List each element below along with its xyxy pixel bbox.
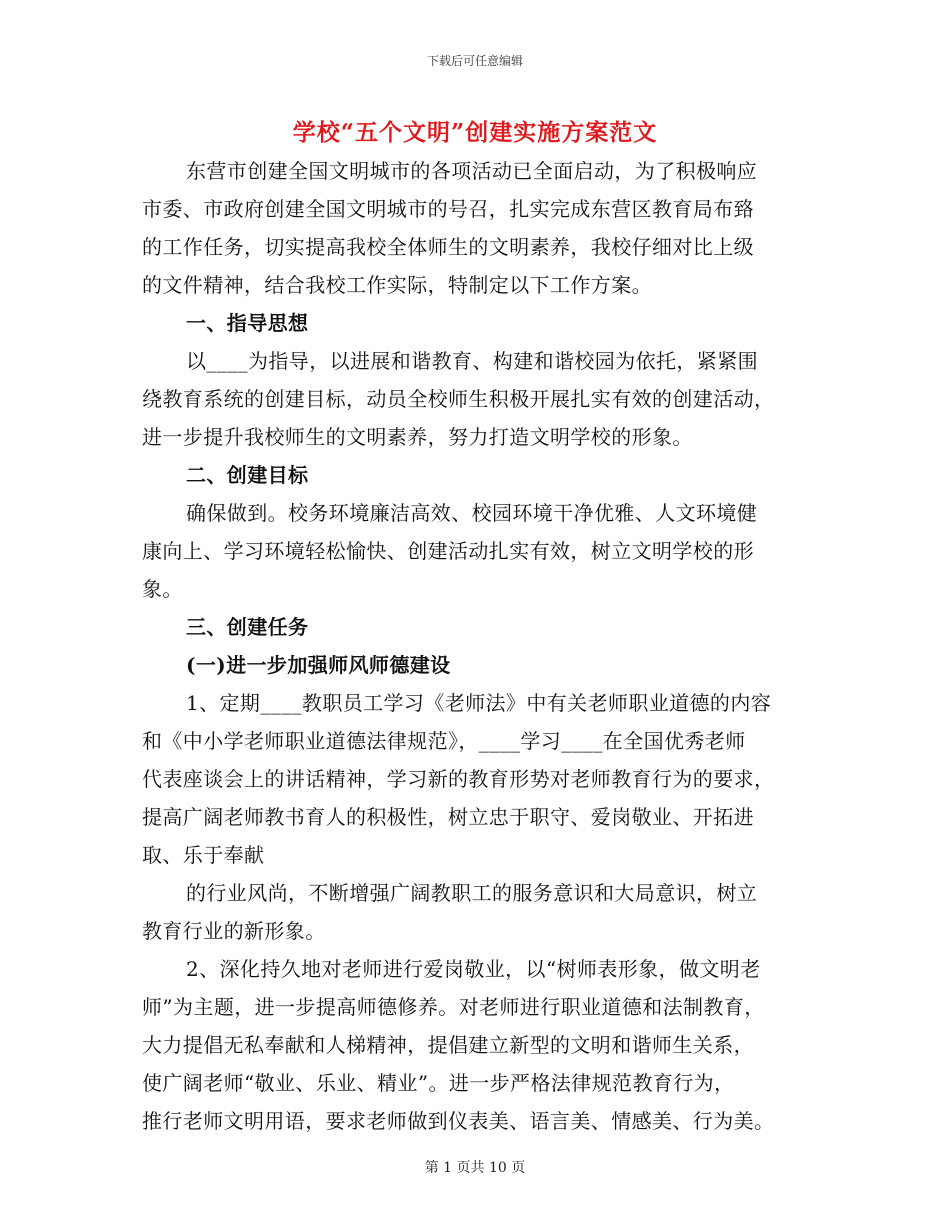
paragraph-line: 代表座谈会上的讲话精神，学习新的教育形势对老师教育行为的要求， (142, 767, 775, 791)
page-header: 下载后可任意编辑 (426, 54, 523, 68)
paragraph-line: 进一步提升我校师生的文明素养，努力打造文明学校的形象。 (142, 425, 693, 449)
paragraph-line: 的工作任务，切实提高我校全体师生的文明素养，我校仔细对比上级 (142, 235, 754, 259)
paragraph-line: 市委、市政府创建全国文明城市的号召，扎实完成东营区教育局布臵 (142, 197, 754, 221)
section-heading: 三、创建任务 (186, 615, 309, 639)
paragraph-line: 的文件精神，结合我校工作实际，特制定以下工作方案。 (142, 273, 652, 297)
document-title: 学校“五个文明”创建实施方案范文 (292, 119, 658, 146)
paragraph-line: 和《中小学老师职业道德法律规范》，____学习____在全国优秀老师 (142, 729, 746, 753)
paragraph-line: 绕教育系统的创建目标，动员全校师生积极开展扎实有效的创建活动， (142, 387, 775, 411)
paragraph-line: 大力提倡无私奉献和人梯精神，提倡建立新型的文明和谐师生关系， (142, 1033, 754, 1057)
paragraph-line: 康向上、学习环境轻松愉快、创建活动扎实有效，树立文明学校的形 (142, 539, 754, 563)
paragraph-line: 2、深化持久地对老师进行爱岗敬业，以“树师表形象，做文明老 (186, 957, 761, 981)
paragraph-line: 取、乐于奉献 (142, 843, 265, 867)
paragraph-line: 确保做到。校务环境廉洁高效、校园环境干净优雅、人文环境健 (186, 501, 758, 525)
paragraph-line: 使广阔老师“敬业、乐业、精业”。进一步严格法律规范教育行为， (142, 1071, 735, 1095)
section-heading: 二、创建目标 (186, 463, 309, 487)
paragraph-line: 师”为主题，进一步提高师德修养。对老师进行职业道德和法制教育， (142, 995, 765, 1019)
paragraph-line: 的行业风尚，不断增强广阔教职工的服务意识和大局意识，树立 (186, 881, 758, 905)
paragraph-line: 以____为指导，以进展和谐教育、构建和谐校园为依托，紧紧围 (186, 349, 758, 373)
paragraph-line: 象。 (142, 577, 183, 601)
paragraph-line: 提高广阔老师教书育人的积极性，树立忠于职守、爱岗敬业、开拓进 (142, 805, 754, 829)
paragraph-line: 推行老师文明用语，要求老师做到仪表美、语言美、情感美、行为美。 (142, 1109, 775, 1133)
page-footer: 第 1 页共 10 页 (424, 1160, 526, 1176)
section-heading: 一、指导思想 (186, 311, 309, 335)
paragraph-line: 教育行业的新形象。 (142, 919, 326, 943)
paragraph-line: 东营市创建全国文明城市的各项活动已全面启动，为了积极响应 (186, 159, 758, 183)
subsection-heading: (一)进一步加强师风师德建设 (186, 653, 451, 677)
paragraph-line: 1、定期____教职员工学习《老师法》中有关老师职业道德的内容 (186, 691, 772, 715)
